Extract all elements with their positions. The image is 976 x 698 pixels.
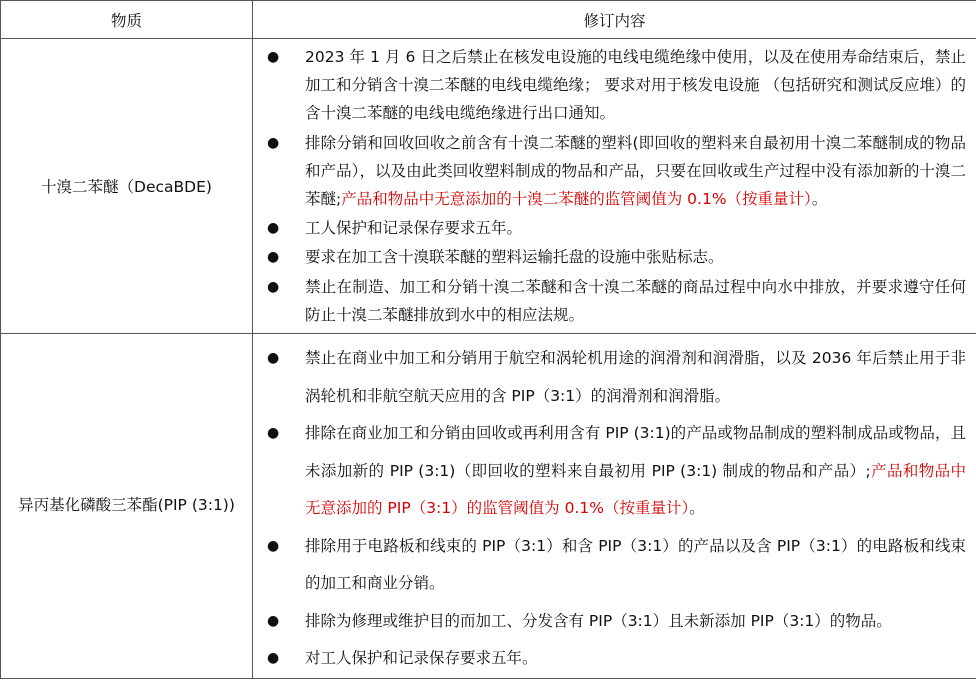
list-item <box>267 528 966 603</box>
item-text: 排除在商业加工和分销由回收或再利用含有 PIP (3:1)的产品或物品制成的塑料制成品或物品，且未添加新的 PIP (3:1)（即回收的塑料来自最初用 PIP (3:1) 制成的物品和产品）; <box>305 424 966 480</box>
list-item <box>267 415 966 528</box>
item-text: 禁止在制造、加工和分销十溴二苯醚和含十溴二苯醚的商品过程中向水中排放，并要求遵守任何防止十溴二苯醚排放到水中的相应法规。 <box>305 277 966 324</box>
item-text: 对工人保护和记录保存要求五年。 <box>305 649 538 668</box>
item-text: 排除为修理或维护目的而加工、分发含有 PIP（3:1）且未新添加 PIP（3:1）的物品。 <box>305 611 892 630</box>
item-text: 禁止在商业中加工和分销用于航空和涡轮机用途的润滑剂和润滑脂，以及 2036 年后禁止用于非涡轮机和非航空航天应用的含 PIP（3:1）的润滑剂和润滑脂。 <box>305 349 966 405</box>
list-item <box>267 43 966 128</box>
item-text: 要求在加工含十溴联苯醚的塑料运输托盘的设施中张贴标志。 <box>305 248 724 267</box>
bullet-icon: ● <box>267 220 280 237</box>
highlighted-threshold-text: 产品和物品中无意添加的 PIP（3:1）的监管阈值为 0.1%（按重量计） <box>305 461 966 518</box>
table-row <box>1 334 976 679</box>
bullet-icon: ● <box>267 612 280 629</box>
revision-cell <box>253 39 976 334</box>
bullet-icon: ● <box>267 249 280 266</box>
bullet-icon: ● <box>267 425 280 442</box>
bullet-list <box>253 39 976 333</box>
bullet-icon: ● <box>267 134 280 151</box>
bullet-icon: ● <box>267 49 280 65</box>
list-item <box>267 603 966 641</box>
header-revision: 修订内容 <box>253 1 976 39</box>
item-text: 排除分销和回收回收之前含有十溴二苯醚的塑料(即回收的塑料来自最初用十溴二苯醚制成的物品和产品），以及由此类回收塑料制成的物品和产品，只要在回收或生产过程中没有添加新的十溴二苯醚; <box>305 133 966 209</box>
item-text: 2023 年 1 月 6 日之后禁止在核发电设施的电线电缆绝缘中使用，以及在使用寿命结束后，禁止加工和分销含十溴二苯醚的电线电缆绝缘； 要求对用于核发电设施 （包括研究和测试反应堆）的含十溴二苯醚的电线电缆绝缘进行出口通知。 <box>305 48 966 123</box>
list-item <box>267 243 966 271</box>
table-row <box>1 39 976 334</box>
item-text: 工人保护和记录保存要求五年。 <box>305 219 523 238</box>
bullet-icon: ● <box>267 350 280 367</box>
list-item <box>267 273 966 329</box>
bullet-icon: ● <box>267 650 280 667</box>
list-item <box>267 214 966 242</box>
item-tail: 。 <box>689 499 705 518</box>
list-item <box>267 340 966 415</box>
bullet-icon: ● <box>267 537 280 554</box>
list-item <box>267 129 966 214</box>
bullet-icon: ● <box>267 278 280 295</box>
highlighted-threshold-text: 产品和物品中无意添加的十溴二苯醚的监管阈值为 0.1%（按重量计） <box>341 190 812 209</box>
header-row <box>1 1 976 39</box>
item-tail: 。 <box>811 190 828 209</box>
header-substance: 物质 <box>1 1 253 39</box>
revision-cell <box>253 334 976 679</box>
substance-cell: 异丙基化磷酸三苯酯(PIP (3:1)) <box>1 334 253 679</box>
bullet-list <box>253 334 976 678</box>
list-item <box>267 640 966 678</box>
substance-cell: 十溴二苯醚（DecaBDE) <box>1 39 253 334</box>
item-text: 排除用于电路板和线束的 PIP（3:1）和含 PIP（3:1）的产品以及含 PIP（3:1）的电路板和线束的加工和商业分销。 <box>305 536 966 593</box>
